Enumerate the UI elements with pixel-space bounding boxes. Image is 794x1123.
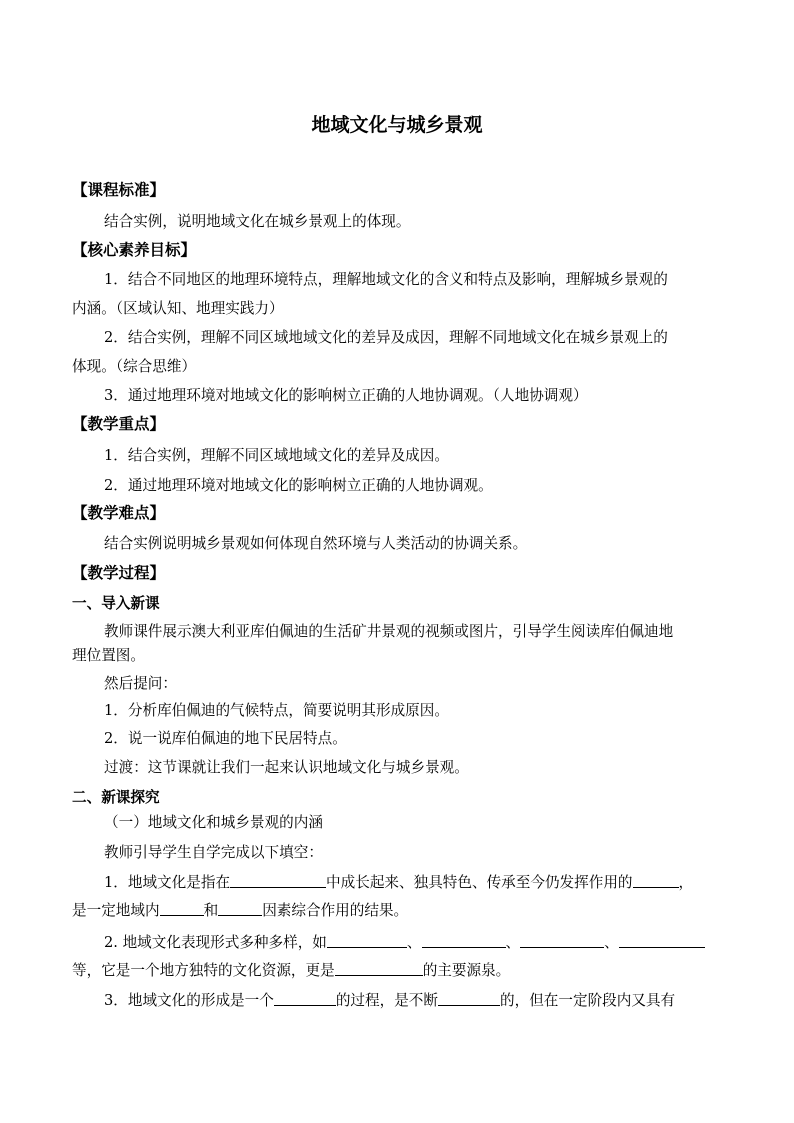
page-title: 地域文化与城乡景观 xyxy=(311,114,483,136)
q2-text: 的主要源泉。 xyxy=(422,962,511,979)
section-core-literacy: 【核心素养目标】 xyxy=(72,241,197,259)
question-1-line-2 xyxy=(72,900,408,921)
q3-text: 3．地域文化的形成是一个 xyxy=(104,992,274,1009)
section-difficult-points: 【教学难点】 xyxy=(72,504,166,522)
key-point-item: 2．通过地理环境对地域文化的影响树立正确的人地协调观。 xyxy=(104,477,493,494)
intro-heading: 一、导入新课 xyxy=(72,595,160,612)
question-1-line-1 xyxy=(104,872,693,893)
fill-blank[interactable] xyxy=(335,960,423,976)
intro-line: 1．分析库伯佩迪的气候特点，简要说明其形成原因。 xyxy=(104,702,449,719)
fill-blank[interactable] xyxy=(230,872,326,888)
fill-blank[interactable] xyxy=(274,990,336,1006)
q3-text: 的过程，是不断 xyxy=(335,992,438,1009)
difficult-text: 结合实例说明城乡景观如何体现自然环境与人类活动的协调关系。 xyxy=(104,535,528,552)
core-literacy-item: 内涵。（区域认知、地理实践力） xyxy=(72,300,284,317)
core-literacy-item: 3．通过地理环境对地域文化的影响树立正确的人地协调观。（人地协调观） xyxy=(104,387,588,404)
q2-text: 等，它是一个地方独特的文化资源，更是 xyxy=(72,962,335,979)
fill-blank[interactable] xyxy=(619,932,705,948)
q1-text: 因素综合作用的结果。 xyxy=(262,902,409,919)
fill-blank[interactable] xyxy=(327,932,407,948)
question-2-line-1 xyxy=(104,932,705,953)
fill-blank[interactable] xyxy=(422,932,506,948)
explore-guide: 教师引导学生自学完成以下填空： xyxy=(104,844,323,861)
key-point-item: 1．结合实例，理解不同区域地域文化的差异及成因。 xyxy=(104,447,449,464)
core-literacy-item: 体现。（综合思维） xyxy=(72,358,197,375)
fill-blank[interactable] xyxy=(160,900,204,916)
core-literacy-item: 1．结合不同地区的地理环境特点，理解地域文化的含义和特点及影响，理解城乡景观的 xyxy=(104,271,668,288)
fill-blank[interactable] xyxy=(438,990,500,1006)
course-standard-text: 结合实例，说明地域文化在城乡景观上的体现。 xyxy=(104,213,411,230)
q1-text: 1．地域文化是指在 xyxy=(104,874,231,891)
explore-sub-heading: （一）地域文化和城乡景观的内涵 xyxy=(104,814,323,831)
q1-text: 是一定地域内 xyxy=(72,902,160,919)
explore-heading: 二、新课探究 xyxy=(72,789,160,806)
question-2-line-2 xyxy=(72,960,510,981)
core-literacy-item: 2．结合实例，理解不同区域地域文化的差异及成因，理解不同地域文化在城乡景观上的 xyxy=(104,329,668,346)
q2-separator: 、 xyxy=(604,934,619,951)
q2-text: 2. 地域文化表现形式多种多样，如 xyxy=(104,934,327,951)
fill-blank[interactable] xyxy=(633,872,679,888)
intro-line: 教师课件展示澳大利亚库伯佩迪的生活矿井景观的视频或图片，引导学生阅读库伯佩迪地 xyxy=(104,623,674,640)
q2-separator: 、 xyxy=(406,934,422,951)
intro-line: 理位置图。 xyxy=(72,647,145,664)
q1-text: 和 xyxy=(203,902,219,919)
section-course-standard: 【课程标准】 xyxy=(72,181,166,199)
intro-line: 过渡：这节课就让我们一起来认识地域文化与城乡景观。 xyxy=(104,759,469,776)
section-process: 【教学过程】 xyxy=(72,564,166,582)
q2-separator: 、 xyxy=(505,934,521,951)
section-key-points: 【教学重点】 xyxy=(72,415,166,433)
q3-text: 的，但在一定阶段内又具有 xyxy=(500,992,676,1009)
question-3-line-1 xyxy=(104,990,675,1011)
intro-line: 然后提问： xyxy=(104,675,177,692)
q1-text: ， xyxy=(678,874,694,891)
q1-text: 中成长起来、独具特色、传承至今仍发挥作用的 xyxy=(326,874,633,891)
fill-blank[interactable] xyxy=(218,900,262,916)
fill-blank[interactable] xyxy=(520,932,604,948)
intro-line: 2．说一说库伯佩迪的地下民居特点。 xyxy=(104,730,347,747)
